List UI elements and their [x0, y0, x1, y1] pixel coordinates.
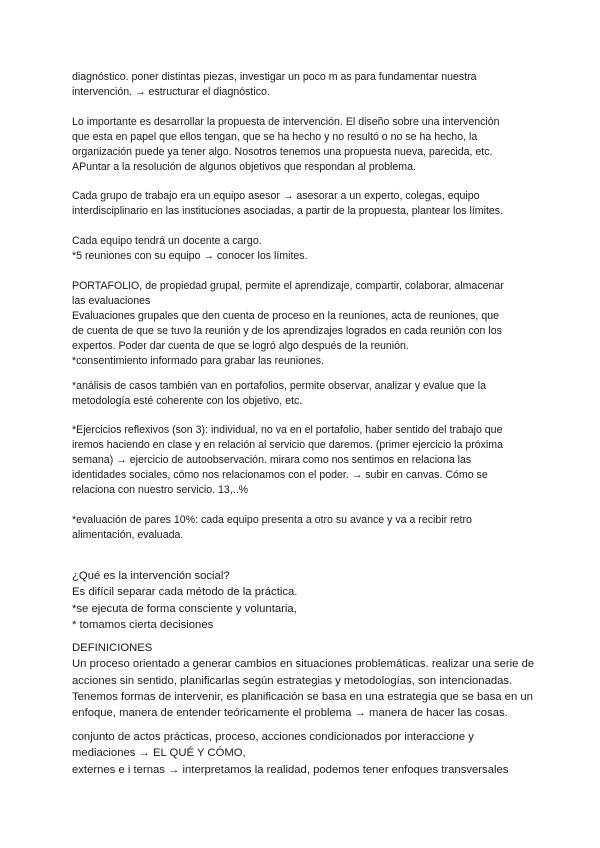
text-line: metodología esté coherente con los objetivo, etc. — [72, 395, 303, 407]
text-line: iremos haciendo en clase y en relación al servicio que daremos. (primer ejercicio la próxima — [72, 439, 504, 451]
text-line: diagnóstico. poner distintas piezas, investigar un poco m as para fundamentar nuestra — [72, 71, 477, 83]
text-line: Lo importante es desarrollar la propuesta de intervención. El diseño sobre una intervención — [72, 116, 500, 128]
text-line: Evaluaciones grupales que den cuenta de proceso en la reuniones, acta de reuniones, que — [72, 310, 499, 322]
section-heading: DEFINICIONES — [72, 642, 153, 654]
paragraph-definiciones — [72, 640, 552, 721]
text-line: mediaciones → EL QUÉ Y CÓMO, — [72, 747, 246, 760]
text-line: conjunto de actos prácticas, proceso, acciones condicionados por interaccione y — [72, 731, 474, 743]
text-line: semana) → ejercicio de autoobservación. mirara como nos sentimos en relaciona las — [72, 454, 472, 466]
paragraph-analisis-casos — [72, 379, 542, 409]
text-line: interdisciplinario en las instituciones asociadas, a partir de la propuesta, plantear los límites. — [72, 205, 504, 217]
paragraph-portafolio — [72, 279, 542, 369]
text-line: intervención. → estructurar el diagnóstico. — [72, 86, 270, 98]
text-line: *análisis de casos también van en portafolios, permite observar, analizar y evalue que la — [72, 380, 486, 392]
text-line: *5 reuniones con su equipo → conocer los límites. — [72, 250, 308, 262]
text-line: identidades sociales, cómo nos relacionamos con el poder. → subir en canvas. Cómo se — [72, 469, 488, 481]
text-line: relaciona con nuestro servicio. 13,..% — [72, 484, 249, 496]
text-line: Cada grupo de trabajo era un equipo asesor → asesorar a un experto, colegas, equipo — [72, 190, 480, 202]
text-line: de cuenta de que se tuvo la reunión y de los aprendizajes logrados en cada reunión con los — [72, 325, 502, 337]
text-line: APuntar a la resolución de algunos objetivos que respondan al problema. — [72, 161, 416, 173]
text-line: externes e i ternas → interpretamos la realidad, podemos tener enfoques transversales — [72, 763, 509, 776]
text-line: *evaluación de pares 10%: cada equipo presenta a otro su avance y va a recibir retro — [72, 514, 472, 526]
paragraph-conjunto-actos — [72, 729, 552, 778]
text-line: expertos. Poder dar cuenta de que se logró algo después de la reunión. — [72, 340, 409, 352]
text-line: *consentimiento informado para grabar las reuniones. — [72, 355, 325, 367]
text-line: Cada equipo tendrá un docente a cargo. — [72, 235, 262, 247]
text-line: Es difícil separar cada método de la práctica. — [72, 586, 298, 599]
text-line: organización puede ya tener algo. Nosotros tenemos una propuesta nueva, parecida, etc. — [72, 146, 493, 158]
text-line: * tomamos cierta decisiones — [72, 618, 214, 631]
paragraph-propuesta — [72, 115, 542, 175]
text-line: Tenemos formas de intervenir, es planificación se basa en una estrategia que se basa en un — [72, 690, 533, 703]
text-line: Un proceso orientado a generar cambios en situaciones problemáticas. realizar una serie de — [72, 658, 535, 671]
text-line: PORTAFOLIO, de propiedad grupal, permite el aprendizaje, compartir, colaborar, almacenar — [72, 280, 504, 292]
paragraph-docente — [72, 234, 542, 264]
text-line: ¿Qué es la intervención social? — [72, 570, 230, 582]
text-line: enfoque, manera de entender teóricamente el problema → manera de hacer las cosas. — [72, 707, 508, 720]
text-line: acciones sin sentido, planificarlas según estrategias y metodologías, son intencionadas. — [72, 674, 513, 687]
paragraph-intervencion-social — [72, 568, 542, 633]
paragraph-equipo-asesor — [72, 189, 542, 219]
paragraph-diagnostico — [72, 70, 542, 100]
text-line: que esta en papel que ellos tengan, que se ha hecho y no resultó o no se ha hecho, la — [72, 131, 478, 143]
text-line: las evaluaciones — [72, 295, 151, 307]
paragraph-ejercicios-reflexivos — [72, 423, 542, 498]
text-line: *Ejercicios reflexivos (son 3): individual, no va en el portafolio, haber sentido del trabajo que — [72, 424, 503, 436]
paragraph-evaluacion-pares — [72, 513, 542, 543]
text-line: alimentación, evaluada. — [72, 529, 184, 541]
text-line: *se ejecuta de forma consciente y voluntaria, — [72, 602, 297, 615]
